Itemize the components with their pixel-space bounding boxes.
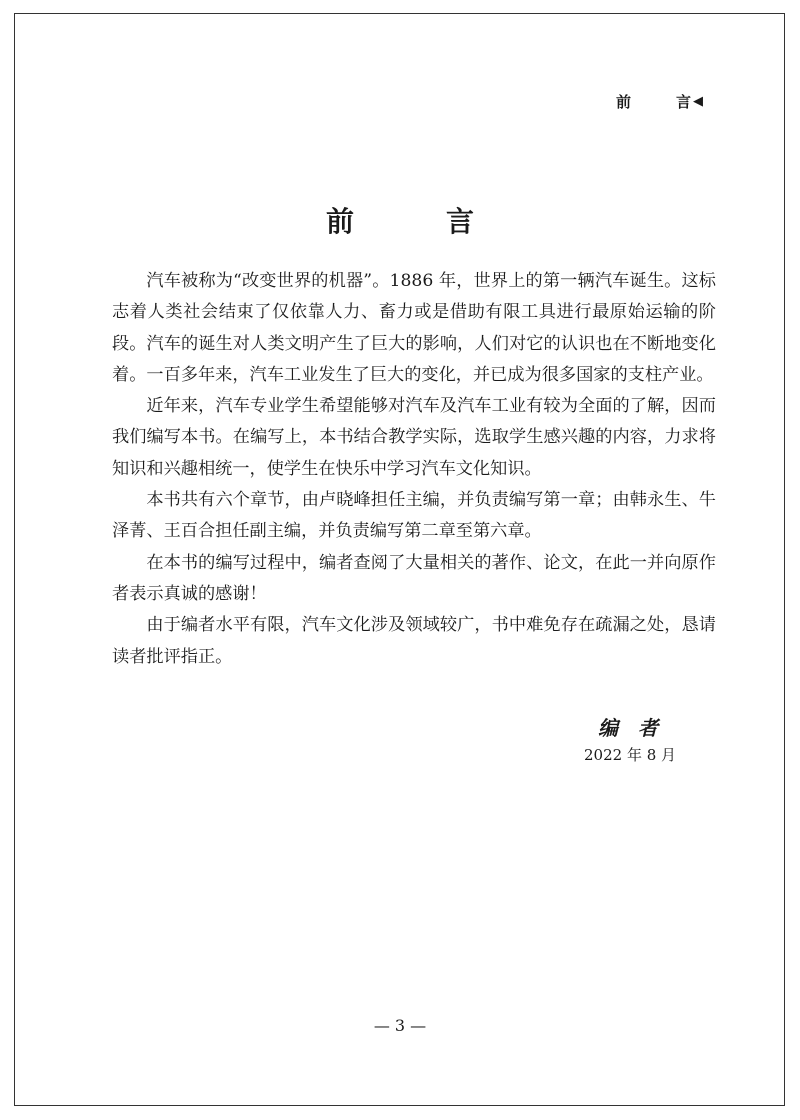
running-header <box>600 90 720 112</box>
running-header-word1: 前 <box>616 92 632 111</box>
title-char-1: 前 <box>326 205 355 238</box>
paragraph-2: 近年来，汽车专业学生希望能够对汽车及汽车工业有较为全面的了解，因而我们编写本书。在编写上，本书结合教学实际，选取学生感兴趣的内容，力求将知识和兴趣相统一，使学生在快乐中学习汽车文化知识。 <box>112 396 716 479</box>
page-number: — 3 — <box>373 1016 427 1035</box>
paragraph-5: 由于编者水平有限，汽车文化涉及领域较广，书中难免存在疏漏之处，恳请读者批评指正。 <box>112 615 716 667</box>
running-header-word2: 言 <box>676 92 692 111</box>
triangle-left-icon: ◀ <box>693 94 703 109</box>
title-char-2: 言 <box>446 205 475 238</box>
paragraph-1: 汽车被称为“改变世界的机器”。1886 年，世界上的第一辆汽车诞生。这标志着人类社会结束了仅依靠人力、畜力或是借助有限工具进行最原始运输的阶段。汽车的诞生对人类文明产生了巨大的影响，人们对它的认识也在不断地变化着。一百多年来，汽车工业发生了巨大的变化，并已成为很多国家的支柱产业。 <box>112 271 716 385</box>
author-signature: 编者 <box>598 716 678 740</box>
preface-body <box>112 266 716 673</box>
paragraph-3: 本书共有六个章节，由卢晓峰担任主编，并负责编写第一章；由韩永生、牛泽菁、王百合担任副主编，并负责编写第二章至第六章。 <box>112 490 716 542</box>
paragraph-4: 在本书的编写过程中，编者查阅了大量相关的著作、论文，在此一并向原作者表示真诚的感谢！ <box>112 552 716 604</box>
page-title <box>0 200 800 240</box>
signature-date: 2022 年 8 月 <box>584 746 677 764</box>
